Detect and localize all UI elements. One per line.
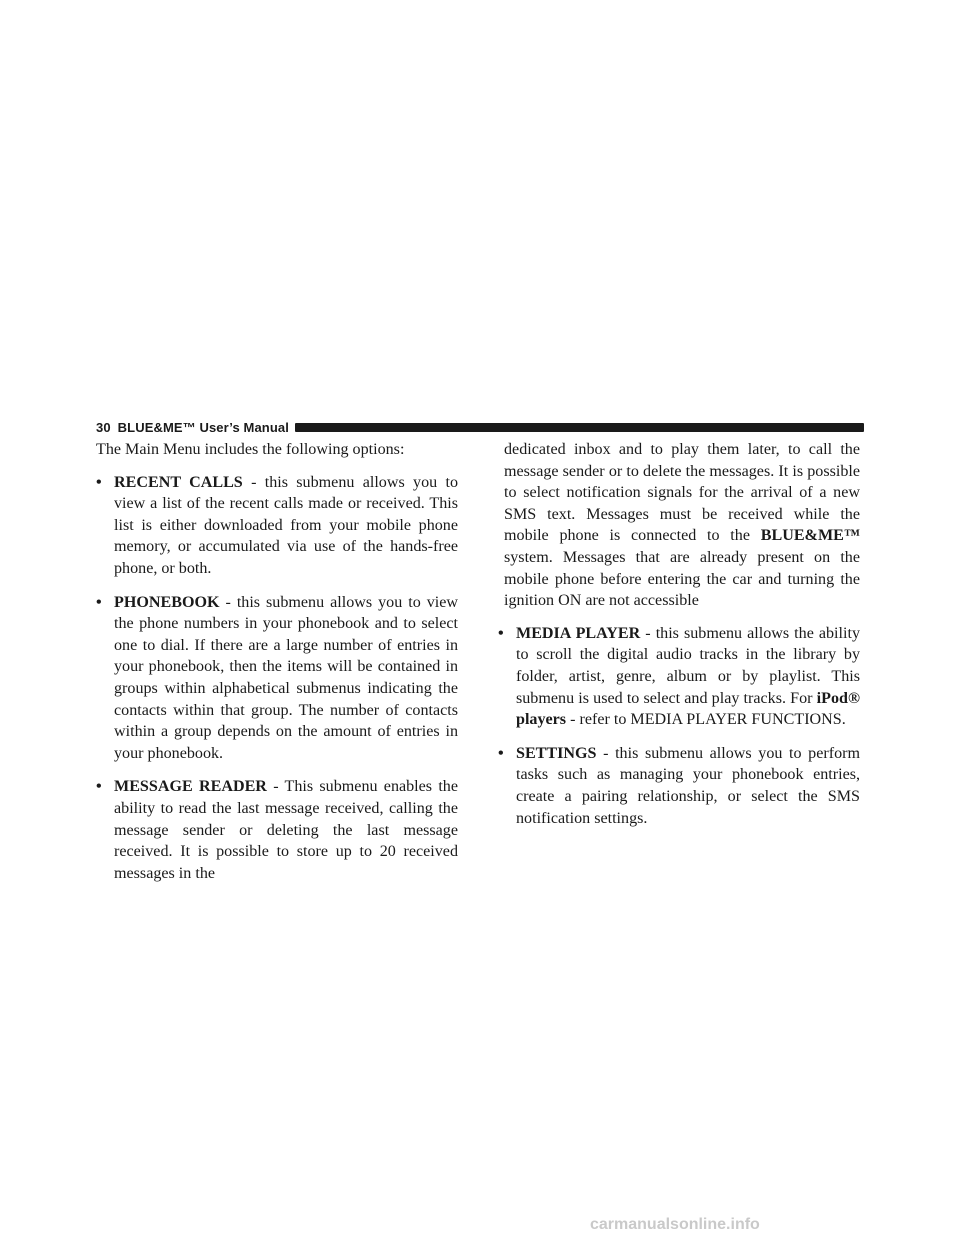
list-item-settings [498, 743, 860, 829]
header-rule [295, 423, 864, 432]
bullet-icon: • [96, 778, 102, 796]
list-item-phonebook [96, 592, 458, 765]
right-column [498, 439, 860, 841]
item-text: - This submenu enables the ability to read the last message received, calling the message sender or deleting the last message received. It is possible to store up to 20 received messages in the [114, 778, 458, 882]
item-term: RECENT CALLS [114, 473, 243, 491]
left-column [96, 439, 458, 896]
list-item-media-player [498, 623, 860, 731]
bullet-icon: • [498, 624, 504, 642]
item-term: MESSAGE READER [114, 778, 267, 796]
bullet-icon: • [96, 473, 102, 491]
watermark-text: carmanualsonline.info [590, 1216, 760, 1233]
item-text: - this submenu allows the ability to scroll the digital audio tracks in the library by folder, artist, genre, album or by playlist. This submenu is used to select and play tracks. For [516, 624, 860, 707]
item-term: PHONEBOOK [114, 593, 220, 611]
continuation-term: BLUE&ME™ [760, 527, 860, 545]
continuation-text-end: system. Messages that are already present on the mobile phone before entering the car and turning the ignition ON are not accessible [504, 548, 860, 610]
bullet-icon: • [498, 744, 504, 762]
item-text: - this submenu allows you to perform tasks such as managing your phonebook entries, create a pairing relationship, or select the SMS notification settings. [516, 744, 860, 827]
list-item-recent-calls [96, 472, 458, 580]
intro-text: The Main Menu includes the following options: [96, 441, 405, 458]
item-term-ipod: iPod® players [516, 689, 860, 729]
list-item-message-reader [96, 776, 458, 884]
item-term: SETTINGS [516, 744, 597, 762]
item-term: MEDIA PLAYER [516, 624, 641, 642]
page-header [96, 419, 864, 435]
item-text: - this submenu allows you to view the phone numbers in your phonebook and to select one to dial. If there are a large number of entries in your phonebook, then the items will be contained in groups within alphabetical submenus indicating the contacts within that group. The number of contacts within a group depends on the amount of entries in your phonebook. [114, 593, 458, 762]
manual-title: BLUE&ME™ User’s Manual [117, 419, 289, 435]
message-reader-continuation [498, 439, 860, 612]
continuation-text: dedicated inbox and to play them later, to call the message sender or to delete the messages. It is possible to select notification signals for the arrival of a new SMS text. Messages must be received while the mobile phone is connected to the [504, 441, 860, 545]
page-number: 30 [96, 419, 111, 435]
bullet-icon: • [96, 593, 102, 611]
item-text-end: - refer to MEDIA PLAYER FUNCTIONS. [566, 711, 846, 729]
item-text: - this submenu allows you to view a list of the recent calls made or received. This list is either downloaded from your mobile phone memory, or accumulated via use of the hands-free phone, or both. [114, 473, 459, 577]
